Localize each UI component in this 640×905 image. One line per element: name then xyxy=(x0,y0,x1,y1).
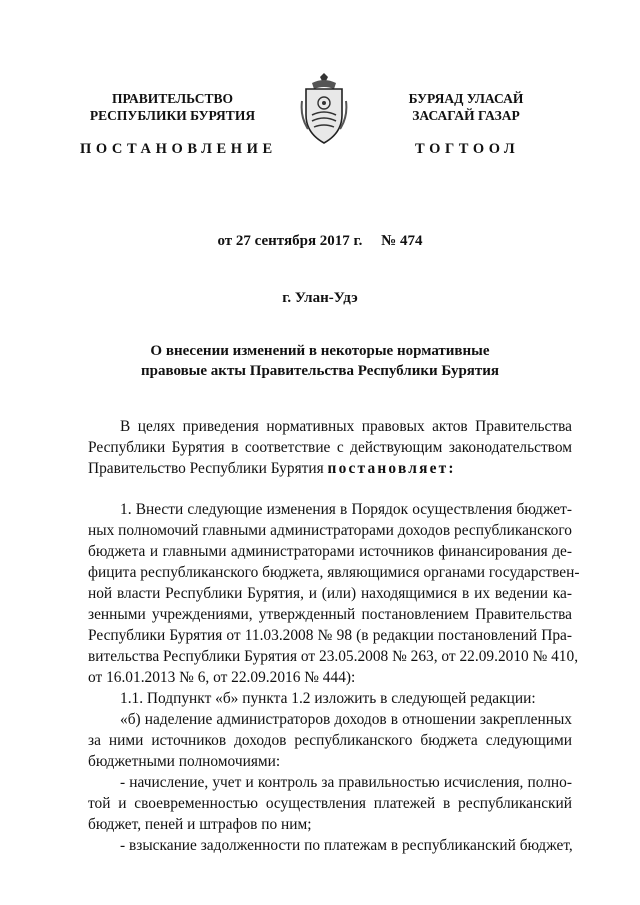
paragraph-1-line: ной власти Республики Бурятия, и (или) находящимися в их ведении ка- xyxy=(88,585,572,602)
preamble-line: Республики Бурятия в соответствие с действующим законодательством xyxy=(88,439,572,456)
quote-b-line: за ними источников доходов республиканского бюджета следующими xyxy=(88,732,572,749)
quote-b-line: бюджетными полномочиями: xyxy=(88,753,281,770)
preamble-text: Правительство Республики Бурятия xyxy=(88,460,328,477)
paragraph-1-line: от 16.01.2013 № 6, от 22.09.2016 № 444): xyxy=(88,669,356,686)
doc-type-bxr: ТОГТООЛ xyxy=(415,141,520,157)
document-title-line2: правовые акты Правительства Республики Бурятия xyxy=(140,363,500,379)
bullet-2-line: - взыскание задолженности по платежам в республиканский бюджет, xyxy=(120,837,573,854)
government-name-ru-line2: РЕСПУБЛИКИ БУРЯТИЯ xyxy=(89,108,256,123)
government-name-bxr xyxy=(380,90,552,124)
government-name-bxr-line1: БУРЯАД УЛАСАЙ xyxy=(408,91,524,106)
resolves-keyword: постановляет: xyxy=(327,460,456,477)
paragraph-1-line: вительства Республики Бурятия от 23.05.2008 № 263, от 22.09.2010 № 410, xyxy=(88,648,579,665)
government-name-ru xyxy=(85,90,260,124)
paragraph-1-line: Республики Бурятия от 11.03.2008 № 98 (в редакции постановлений Пра- xyxy=(88,627,572,644)
paragraph-1-line: бюджета и главными администраторами источников финансирования де- xyxy=(88,543,572,560)
document-title-line1: О внесении изменений в некоторые нормативные xyxy=(150,343,490,359)
preamble-line: В целях приведения нормативных правовых актов Правительства xyxy=(120,418,572,435)
bullet-1-line: бюджет, пеней и штрафов по ним; xyxy=(88,816,312,833)
quote-b-line: «б) наделение администраторов доходов в отношении закрепленных xyxy=(120,711,572,728)
item-1-1: 1.1. Подпункт «б» пункта 1.2 изложить в следующей редакции: xyxy=(120,690,536,707)
document-title xyxy=(0,341,640,381)
doc-type-ru: ПОСТАНОВЛЕНИЕ xyxy=(80,141,277,157)
place: г. Улан-Удэ xyxy=(282,290,358,306)
paragraph-1-line: фицита республиканского бюджета, являющимися органами государствен- xyxy=(88,564,580,581)
paragraph-1-line: 1. Внести следующие изменения в Порядок осуществления бюджет- xyxy=(120,501,572,518)
date-number: от 27 сентября 2017 г. № 474 xyxy=(217,233,423,249)
bullet-1-line: - начисление, учет и контроль за правильностью исчисления, полно- xyxy=(120,774,572,791)
paragraph-1-line: ных полномочий главными администраторами доходов республиканского xyxy=(88,522,572,539)
government-name-bxr-line2: ЗАСАГАЙ ГАЗАР xyxy=(412,108,520,123)
paragraph-1-line: зенными учреждениями, утвержденный постановлением Правительства xyxy=(88,606,572,623)
bullet-1-line: той и своевременностью осуществления платежей в республиканский xyxy=(88,795,572,812)
emblem-icon xyxy=(298,73,350,147)
preamble-line-last xyxy=(88,458,572,479)
government-name-ru-line1: ПРАВИТЕЛЬСТВО xyxy=(111,91,233,106)
